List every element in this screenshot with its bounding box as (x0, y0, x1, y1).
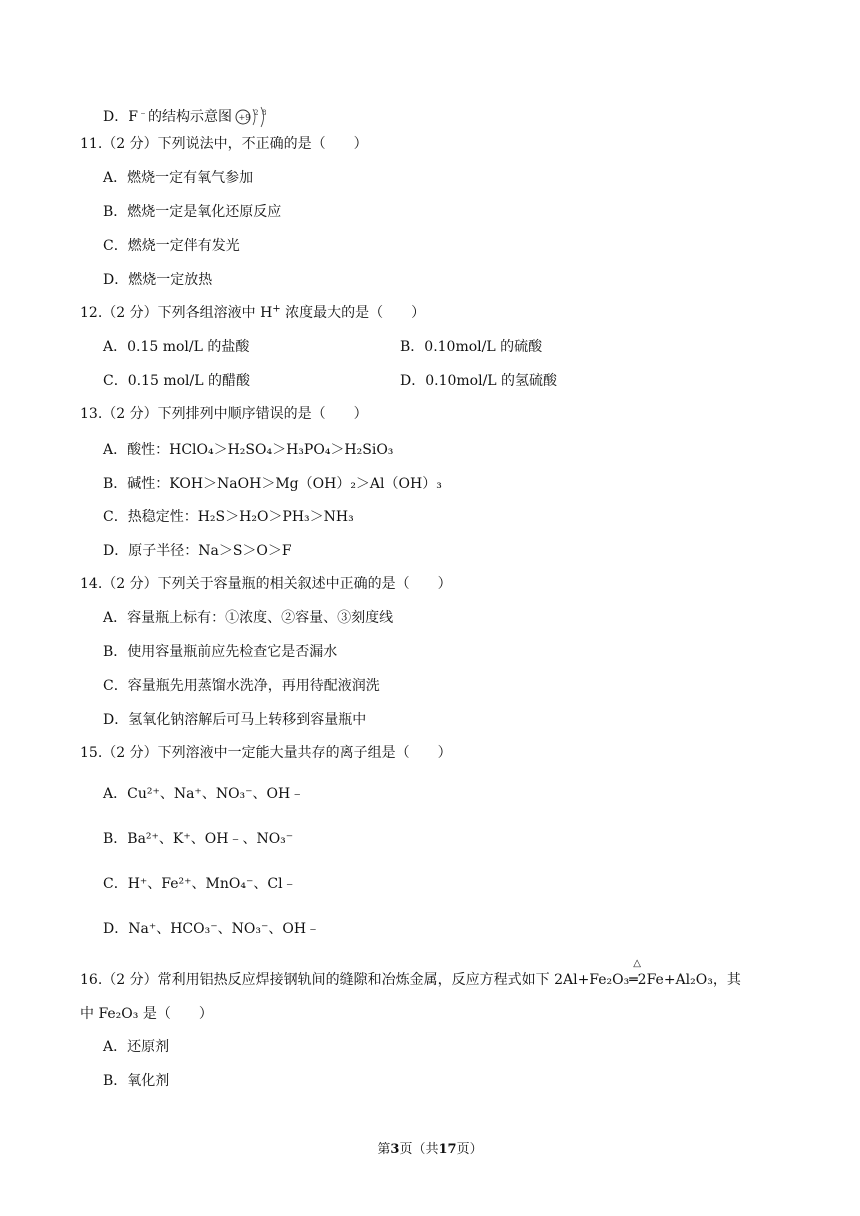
footer-total-pages: 17 (438, 1142, 457, 1157)
footer-page-number: 3 (390, 1142, 400, 1157)
q12-stem-post: 浓度最大的是（ ） (280, 305, 426, 321)
q13-stem: 13.（2 分）下列排列中顺序错误的是（ ） (80, 406, 368, 422)
q12-stem-pre: 12.（2 分）下列各组溶液中 H (80, 305, 273, 321)
q15-option-b: B．Ba²⁺、K⁺、OH﹣、NO₃⁻ (103, 831, 294, 847)
q10-option-d-sup: ﹣ (137, 107, 148, 119)
q14-option-d: D．氢氧化钠溶解后可马上转移到容量瓶中 (103, 712, 367, 728)
q12-option-b: B．0.10mol/L 的硫酸 (400, 339, 543, 355)
fluoride-ion-structure-diagram (234, 104, 272, 130)
q16-delta-symbol: △ (633, 958, 641, 969)
q13-option-b: B．碱性：KOH＞NaOH＞Mg（OH）₂＞Al（OH）₃ (103, 476, 442, 492)
q14-option-a: A．容量瓶上标有：①浓度、②容量、③刻度线 (103, 610, 394, 626)
q12-option-c: C．0.15 mol/L 的醋酸 (103, 373, 250, 389)
q11-option-a: A．燃烧一定有氧气参加 (103, 170, 254, 186)
q14-option-b: B．使用容量瓶前应先检查它是否漏水 (103, 644, 338, 660)
svg-text:+9: +9 (238, 113, 251, 122)
q11-option-d: D．燃烧一定放热 (103, 272, 213, 288)
q16-option-b: B．氧化剂 (103, 1073, 170, 1089)
q16-stem-line2: 中 Fe₂O₃ 是（ ） (80, 1006, 213, 1022)
q15-option-c: C．H⁺、Fe²⁺、MnO₄⁻、Cl﹣ (103, 876, 297, 892)
q11-stem: 11.（2 分）下列说法中，不正确的是（ ） (80, 136, 368, 152)
q11-option-c: C．燃烧一定伴有发光 (103, 238, 240, 254)
footer-mid: 页（共 (399, 1142, 439, 1157)
q12-stem-sup: + (272, 303, 281, 315)
q15-option-a: A．Cu²⁺、Na⁺、NO₃⁻、OH﹣ (103, 786, 305, 802)
q12-stem (80, 303, 425, 323)
footer-pre: 第 (377, 1142, 391, 1157)
q10-option-d (103, 104, 272, 130)
q10-option-d-label: D．F (103, 109, 138, 125)
q13-option-d: D．原子半径：Na＞S＞O＞F (103, 543, 292, 559)
q14-stem: 14.（2 分）下列关于容量瓶的相关叙述中正确的是（ ） (80, 576, 452, 592)
q16-heat-arrow: △ ═ (629, 970, 637, 990)
q10-option-d-text: 的结构示意图 (147, 109, 232, 125)
svg-text:8: 8 (261, 109, 267, 117)
q12-option-a: A．0.15 mol/L 的盐酸 (103, 339, 250, 355)
page-footer (0, 1138, 860, 1157)
svg-text:2: 2 (253, 109, 259, 117)
q12-option-d: D．0.10mol/L 的氢硫酸 (400, 373, 558, 389)
q16-stem-post: 2Fe+Al₂O₃，其 (637, 972, 741, 988)
q15-stem: 15.（2 分）下列溶液中一定能大量共存的离子组是（ ） (80, 745, 452, 761)
q11-option-b: B．燃烧一定是氧化还原反应 (103, 204, 282, 220)
q13-option-a: A．酸性：HClO₄＞H₂SO₄＞H₃PO₄＞H₂SiO₃ (103, 442, 394, 458)
q16-option-a: A．还原剂 (103, 1039, 170, 1055)
q16-stem-line1 (80, 958, 741, 990)
q15-option-d: D．Na⁺、HCO₃⁻、NO₃⁻、OH﹣ (103, 921, 321, 937)
q16-stem-pre: 16.（2 分）常利用铝热反应焊接钢轨间的缝隙和冶炼金属，反应方程式如下 2Al+Fe₂O₃ (80, 972, 630, 988)
q13-option-c: C．热稳定性：H₂S＞H₂O＞PH₃＞NH₃ (103, 509, 354, 525)
footer-post: 页） (456, 1142, 483, 1157)
q14-option-c: C．容量瓶先用蒸馏水洗净，再用待配液润洗 (103, 678, 380, 694)
